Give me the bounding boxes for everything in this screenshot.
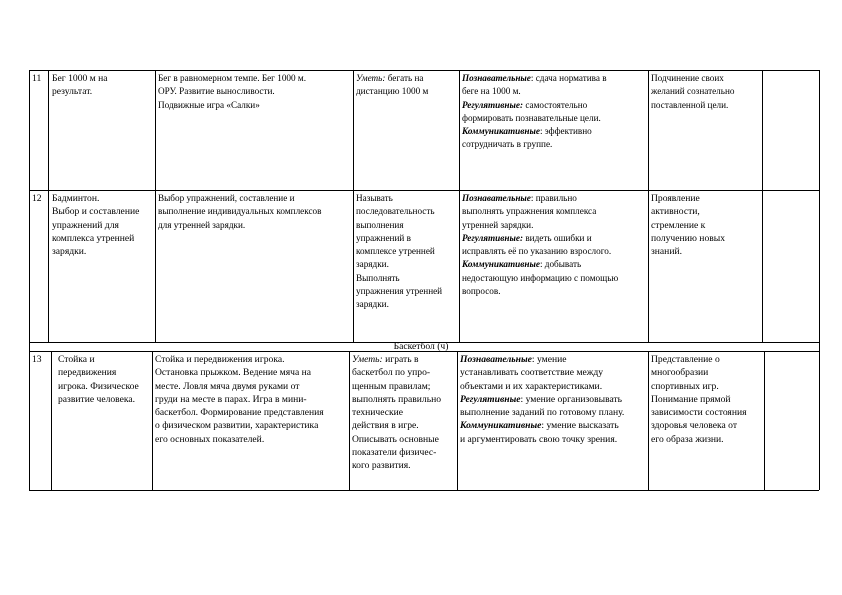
metasubject-results <box>462 192 647 298</box>
column-divider <box>648 351 649 490</box>
cognitive-label: Познавательные <box>462 193 531 203</box>
cognitive-text: : умение устанавливать соответствие между объектами и их характеристиками. <box>460 354 604 392</box>
column-divider <box>819 70 820 490</box>
communicative-label: Коммуникативные <box>462 126 540 137</box>
lesson-number: 12 <box>32 193 42 204</box>
column-divider <box>29 70 30 490</box>
communicative-label: Коммуникативные <box>460 420 542 432</box>
table-bottom-border <box>29 490 819 491</box>
cognitive-text: : правильно выполнять упражнения комплекса утренней зарядки. <box>462 193 597 230</box>
subject-results <box>352 353 456 473</box>
regulatory-label: Регулятивные: <box>462 99 524 110</box>
column-divider <box>152 351 153 490</box>
column-divider <box>155 70 156 342</box>
lesson-topic: Стойка и передвижения игрока. Физическое развитие человека. <box>58 354 139 405</box>
subject-text: играть в баскетбол по упро- щенным правилам; выполнять правильно технические действия в игре. Описывать основные показатели физичес- кого развития. <box>352 354 442 472</box>
lesson-content: Стойка и передвижения игрока. Остановка прыжком. Ведение мяча на месте. Ловля мяча двумя руками от груди на месте в парах. Игра в мини- баскетбол. Формирование представления о физическом развитии, характеристика его основных показателей. <box>155 354 324 445</box>
subject-text: бегать на дистанцию 1000 м <box>356 73 429 97</box>
communicative-label: Коммуникативные <box>462 259 540 270</box>
lesson-topic: Бадминтон. Выбор и составление упражнений для комплекса утренней зарядки. <box>52 193 140 258</box>
regulatory-label: Регулятивные: <box>462 232 524 243</box>
personal-results: Представление о многообразии спортивных игр. Понимание прямой зависимости состояния здоровья человека от его образа жизни. <box>651 354 747 445</box>
subject-results <box>356 72 458 99</box>
column-divider <box>48 70 49 342</box>
lesson-content: Бег в равномерном темпе. Бег 1000 м. ОРУ. Развитие выносливости. Подвижные игра «Салки» <box>158 73 307 110</box>
metasubject-results <box>462 72 647 152</box>
subject-label: Уметь: <box>356 73 386 83</box>
personal-results: Подчинение своих желаний сознательно поставленной цели. <box>651 73 735 110</box>
regulatory-text: : умение организовывать выполнение заданий по готовому плану. <box>460 393 625 419</box>
lesson-number: 11 <box>32 73 42 84</box>
regulatory-text: самостоятельно формировать познавательные цели. <box>462 99 601 123</box>
subject-results: Называть последовательность выполнения упражнений в комплексе утренней зарядки. Выполнять упражнения утренней зарядки. <box>356 193 443 310</box>
lesson-number: 13 <box>32 354 42 365</box>
section-header: Баскетбол (ч) <box>393 341 449 352</box>
column-divider <box>349 351 350 490</box>
column-divider <box>51 351 52 490</box>
column-divider <box>457 351 458 490</box>
communicative-text: : добывать недостающую информацию с помощью вопросов. <box>462 259 619 297</box>
lesson-topic: Бег 1000 м на результат. <box>52 73 108 98</box>
regulatory-label: Регулятивные <box>460 393 521 405</box>
cognitive-label: Познавательные <box>460 354 532 365</box>
communicative-text: : умение высказать и аргументировать свою точку зрения. <box>460 420 619 445</box>
column-divider <box>353 70 354 342</box>
column-divider <box>459 70 460 342</box>
column-divider <box>764 351 765 490</box>
row-divider <box>29 190 819 191</box>
regulatory-text: видеть ошибки и исправлять её по указанию взрослого. <box>462 232 612 257</box>
lesson-content: Выбор упражнений, составление и выполнение индивидуальных комплексов для утренней зарядки. <box>158 193 322 230</box>
cognitive-text: : сдача норматива в беге на 1000 м. <box>462 73 607 97</box>
subject-label: Уметь: <box>352 354 383 365</box>
table-top-border <box>29 70 819 71</box>
column-divider <box>648 70 649 342</box>
metasubject-results <box>460 353 648 446</box>
personal-results: Проявление активности, стремление к получению новых знаний. <box>651 193 726 258</box>
communicative-text: : эффективно сотрудничать в группе. <box>462 126 592 150</box>
cognitive-label: Познавательные <box>462 73 531 83</box>
column-divider <box>762 70 763 342</box>
